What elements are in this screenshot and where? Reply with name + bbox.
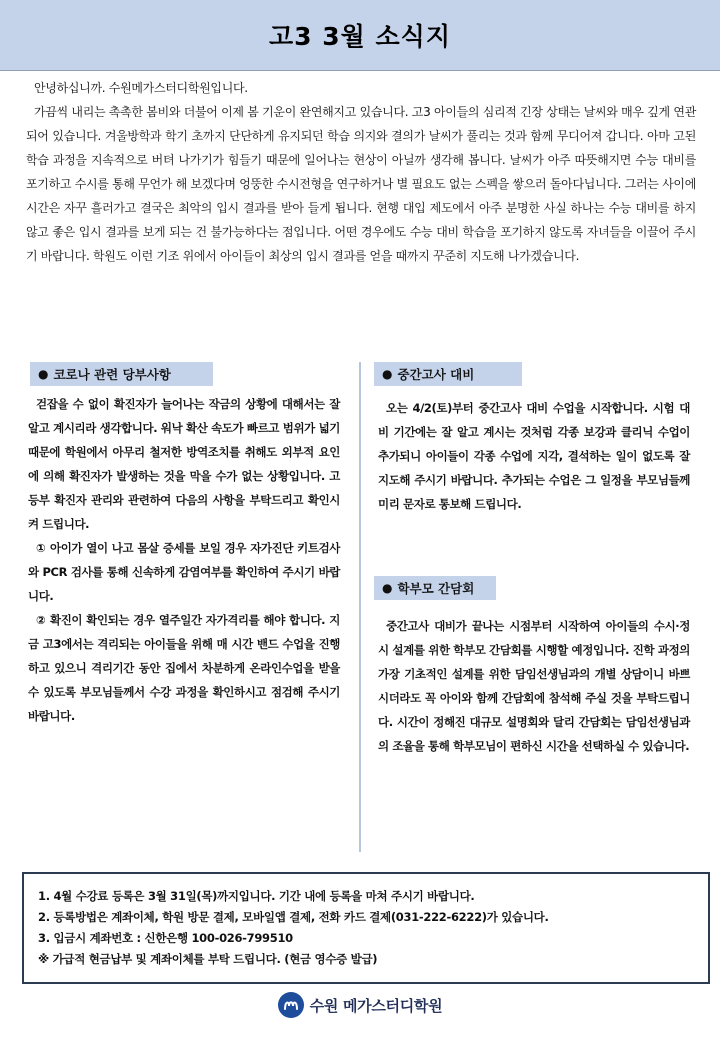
midterm-section-heading (374, 362, 522, 386)
column-divider (359, 362, 361, 852)
corona-paragraph-3: ② 확진이 확인되는 경우 열주일간 자가격리를 해야 합니다. 지금 고3에서는 격리되는 아이들을 위해 매 시간 밴드 수업을 진행하고 있으니 격리기간 동안 집에서 차분하게 온라인수업을 받을 수 있도록 부모님들께서 수강 과정을 확인하시고 점검해 주시기 바랍니다. (28, 613, 340, 723)
parents-heading-label: 학부모 간담회 (397, 581, 475, 596)
academy-logo (0, 990, 720, 1020)
corona-section-body (28, 392, 340, 728)
parents-section-body (378, 614, 690, 758)
corona-paragraph-1: 걷잡을 수 없이 확진자가 늘어나는 작금의 상황에 대해서는 잘 알고 계시리라 생각합니다. 워낙 확산 속도가 빠르고 범위가 넓기 때문에 학원에서 아무리 철저한 방역조치를 취해도 외부적 요인에 의해 확진자가 발생하는 것을 막을 수가 없는 상황입니다. 고등부 확진자 관리와 관련하여 다음의 사항을 부탁드리고 확인시켜 드립니다. (28, 397, 340, 531)
title-bar (0, 0, 720, 70)
intro-section (26, 76, 696, 268)
midterm-heading-label: 중간고사 대비 (397, 367, 475, 382)
bullet-icon: ● (382, 367, 393, 381)
corona-heading-label: 코로나 관련 당부사항 (53, 367, 171, 382)
registration-notice-box (22, 872, 710, 984)
megastudy-logo-icon (278, 992, 304, 1018)
parents-section-heading (374, 576, 496, 600)
midterm-section-body (378, 396, 690, 516)
midterm-paragraph: 오는 4/2(토)부터 중간고사 대비 수업을 시작합니다. 시험 대비 기간에는 잘 알고 계시는 것처럼 각종 보강과 클리닉 수업이 추가되니 아이들이 각종 수업에 지각, 결석하는 일이 없도록 잘 지도해 주시기 바랍니다. 추가되는 수업은 그 일정을 부모님들께 미리 문자로 통보해 드립니다. (378, 401, 690, 511)
notice-line-1: 1. 4월 수강료 등록은 3월 31일(목)까지입니다. 기간 내에 등록을 마쳐 주시기 바랍니다. (38, 889, 475, 903)
notice-line-4: ※ 가급적 현금납부 및 계좌이체를 부탁 드립니다. (현금 영수증 발급) (38, 952, 378, 966)
intro-paragraph: 가끔씩 내리는 촉촉한 봄비와 더불어 이제 봄 기운이 완연해지고 있습니다. 고3 아이들의 심리적 긴장 상태는 날씨와 매우 깊게 연관되어 있습니다. 겨울방학과 학기 초까지 단단하게 유지되던 학습 의지와 결의가 날씨가 풀리는 것과 함께 무디어져 갑니다. 아마 고된 학습 과정을 지속적으로 버텨 나가기가 힘들기 때문에 일어나는 현상이 아닐까 생각해 봅니다. 날씨가 아주 따뜻해지면 수능 대비를 포기하고 수시를 통해 무언가 해 보겠다며 엉뚱한 수시전형을 연구하거나 별 필요도 없는 스펙을 쌓으러 돌아다닙니다. 그러는 사이에 시간은 자꾸 흘러가고 결국은 최악의 입시 결과를 받아 들게 됩니다. 현행 대입 제도에서 아주 분명한 사실 하나는 수능 대비를 하지 않고 좋은 입시 결과를 보게 되는 건 불가능하다는 점입니다. 어떤 경우에도 수능 대비 학습을 포기하지 않도록 자녀들을 이끌어 주시기 바랍니다. 학원도 이런 기조 위에서 아이들이 최상의 입시 결과를 얻을 때까지 꾸준히 지도해 나가겠습니다. (26, 105, 696, 263)
parents-paragraph: 중간고사 대비가 끝나는 시점부터 시작하여 아이들의 수시·정시 설계를 위한 학부모 간담회를 시행할 예정입니다. 진학 과정의 가장 기초적인 설계를 위한 담임선생님과의 개별 상담이니 바쁘시더라도 꼭 아이와 함께 간담회에 참석해 주실 것을 부탁드립니다. 시간이 정해진 대규모 설명회와 달리 간담회는 담임선생님과의 조율을 통해 학부모님이 편하신 시간을 선택하실 수 있습니다. (378, 619, 690, 753)
academy-name: 수원 메가스터디학원 (309, 996, 443, 1015)
corona-paragraph-2: ① 아이가 열이 나고 몸살 증세를 보일 경우 자가진단 키트검사와 PCR 검사를 통해 신속하게 감염여부를 확인하여 주시기 바랍니다. (28, 541, 340, 603)
title-divider (0, 70, 720, 71)
intro-greeting: 안녕하십니까. 수원메가스터디학원입니다. (34, 81, 248, 95)
bullet-icon: ● (382, 581, 393, 595)
bullet-icon: ● (38, 367, 49, 381)
notice-line-3: 3. 입금시 계좌번호 : 신한은행 100-026-799510 (38, 931, 293, 945)
page-title: 고3 3월 소식지 (269, 22, 451, 51)
corona-section-heading (30, 362, 213, 386)
notice-line-2: 2. 등록방법은 계좌이체, 학원 방문 결제, 모바일앱 결제, 전화 카드 결제(031-222-6222)가 있습니다. (38, 910, 549, 924)
